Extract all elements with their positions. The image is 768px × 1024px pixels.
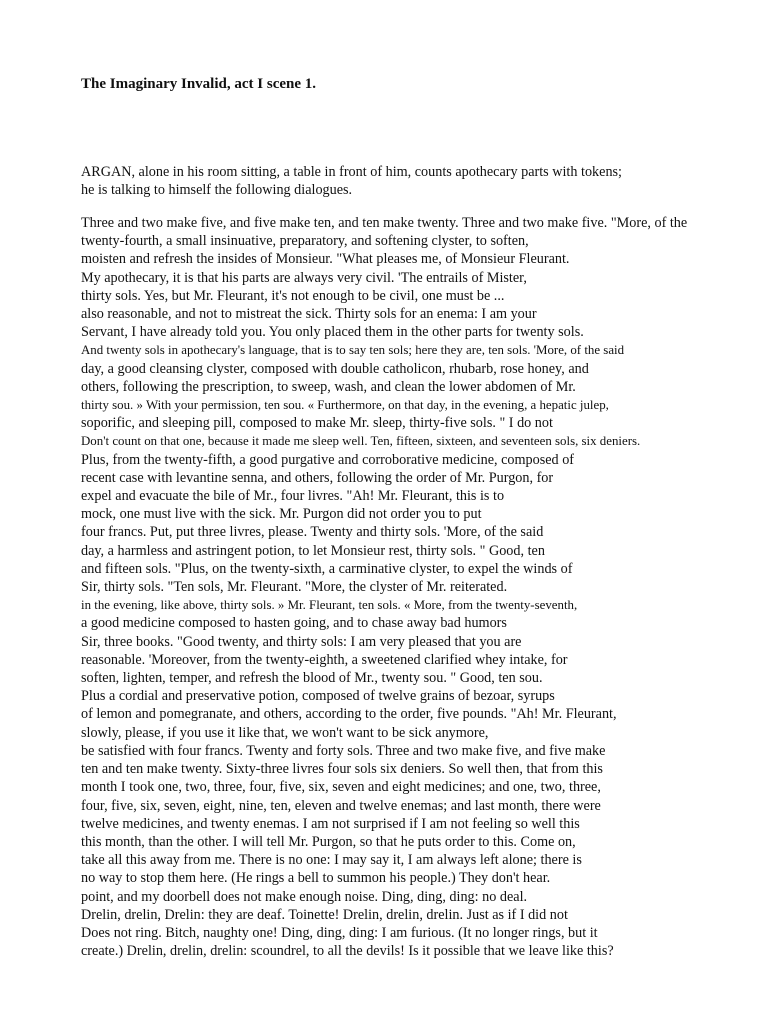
text-line: take all this away from me. There is no one: I may say it, I am always left alone; there is	[81, 852, 582, 869]
text-line: Don't count on that one, because it made me sleep well. Ten, fifteen, sixteen, and seventeen sols, six deniers.	[81, 434, 641, 449]
text-line: point, and my doorbell does not make enough noise. Ding, ding, ding: no deal.	[81, 888, 528, 905]
text-line: Plus a cordial and preservative potion, composed of twelve grains of bezoar, syrups	[81, 688, 555, 705]
text-line: ten and ten make twenty. Sixty-three livres four sols six deniers. So well then, that from this	[81, 761, 603, 778]
text-line: twelve medicines, and twenty enemas. I am not surprised if I am not feeling so well this	[81, 815, 580, 832]
document-title: The Imaginary Invalid, act I scene 1.	[81, 76, 317, 92]
text-line: Sir, three books. "Good twenty, and thirty sols: I am very pleased that you are	[81, 633, 522, 650]
text-line: twenty-fourth, a small insinuative, preparatory, and softening clyster, to soften,	[81, 233, 529, 250]
text-line: Drelin, drelin, Drelin: they are deaf. Toinette! Drelin, drelin, drelin. Just as if I did not	[81, 906, 568, 923]
text-line: Servant, I have already told you. You only placed them in the other parts for twenty sols.	[81, 324, 584, 341]
text-line: a good medicine composed to hasten going, and to chase away bad humors	[81, 615, 507, 632]
text-line: four francs. Put, put three livres, please. Twenty and thirty sols. 'More, of the said	[81, 524, 544, 541]
text-line: My apothecary, it is that his parts are always very civil. 'The entrails of Mister,	[81, 269, 527, 286]
text-line: mock, one must live with the sick. Mr. Purgon did not order you to put	[81, 506, 482, 523]
text-line: day, a good cleansing clyster, composed with double catholicon, rhubarb, rose honey, and	[81, 360, 589, 377]
stage-direction	[81, 163, 741, 199]
text-line: four, five, six, seven, eight, nine, ten, eleven and twelve enemas; and last month, there were	[81, 797, 601, 814]
text-line: Three and two make five, and five make ten, and ten make twenty. Three and two make five. "More, of the	[81, 215, 688, 231]
text-line: reasonable. 'Moreover, from the twenty-eighth, a sweetened clarified whey intake, for	[81, 651, 568, 668]
text-line: soften, lighten, temper, and refresh the blood of Mr., twenty sou. " Good, ten sou.	[81, 670, 543, 687]
text-line: be satisfied with four francs. Twenty and forty sols. Three and two make five, and five make	[81, 742, 606, 759]
text-line: others, following the prescription, to sweep, wash, and clean the lower abdomen of Mr.	[81, 378, 576, 395]
text-line: soporific, and sleeping pill, composed to make Mr. sleep, thirty-five sols. " I do not	[81, 415, 553, 432]
text-line: expel and evacuate the bile of Mr., four livres. "Ah! Mr. Fleurant, this is to	[81, 488, 505, 505]
text-line: slowly, please, if you use it like that, we won't want to be sick anymore,	[81, 724, 489, 741]
text-line: this month, than the other. I will tell Mr. Purgon, so that he puts order to this. Come on,	[81, 833, 576, 850]
text-line: no way to stop them here. (He rings a bell to summon his people.) They don't hear.	[81, 870, 551, 887]
text-line: And twenty sols in apothecary's language, that is to say ten sols; here they are, ten sols. 'More, of the said	[81, 343, 625, 358]
intro-line: ARGAN, alone in his room sitting, a table in front of him, counts apothecary parts with tokens;	[81, 164, 623, 180]
text-line: Does not ring. Bitch, naughty one! Ding, ding, ding: I am furious. (It no longer rings, but it	[81, 924, 598, 941]
text-line: recent case with levantine senna, and others, following the order of Mr. Purgon, for	[81, 469, 554, 486]
text-line: also reasonable, and not to mistreat the sick. Thirty sols for an enema: I am your	[81, 306, 537, 323]
text-line: of lemon and pomegranate, and others, according to the order, five pounds. "Ah! Mr. Fleurant,	[81, 706, 617, 723]
text-line: day, a harmless and astringent potion, to let Monsieur rest, thirty sols. " Good, ten	[81, 542, 545, 559]
text-line: in the evening, like above, thirty sols. » Mr. Fleurant, ten sols. « More, from the twenty-seventh,	[81, 598, 578, 613]
intro-line: he is talking to himself the following dialogues.	[81, 182, 353, 199]
text-line: Sir, thirty sols. "Ten sols, Mr. Fleurant. "More, the clyster of Mr. reiterated.	[81, 579, 508, 596]
monologue-text	[81, 214, 751, 960]
text-line: thirty sols. Yes, but Mr. Fleurant, it's not enough to be civil, one must be ...	[81, 287, 505, 304]
text-line: and fifteen sols. "Plus, on the twenty-sixth, a carminative clyster, to expel the winds of	[81, 560, 573, 577]
text-line: create.) Drelin, drelin, drelin: scoundrel, to all the devils! Is it possible that we leave like this?	[81, 943, 614, 960]
text-line: month I took one, two, three, four, five, six, seven and eight medicines; and one, two, three,	[81, 779, 601, 796]
text-line: thirty sou. » With your permission, ten sou. « Furthermore, on that day, in the evening, a hepatic julep,	[81, 398, 609, 413]
text-line: moisten and refresh the insides of Monsieur. "What pleases me, of Monsieur Fleurant.	[81, 251, 570, 268]
text-line: Plus, from the twenty-fifth, a good purgative and corroborative medicine, composed of	[81, 451, 575, 468]
